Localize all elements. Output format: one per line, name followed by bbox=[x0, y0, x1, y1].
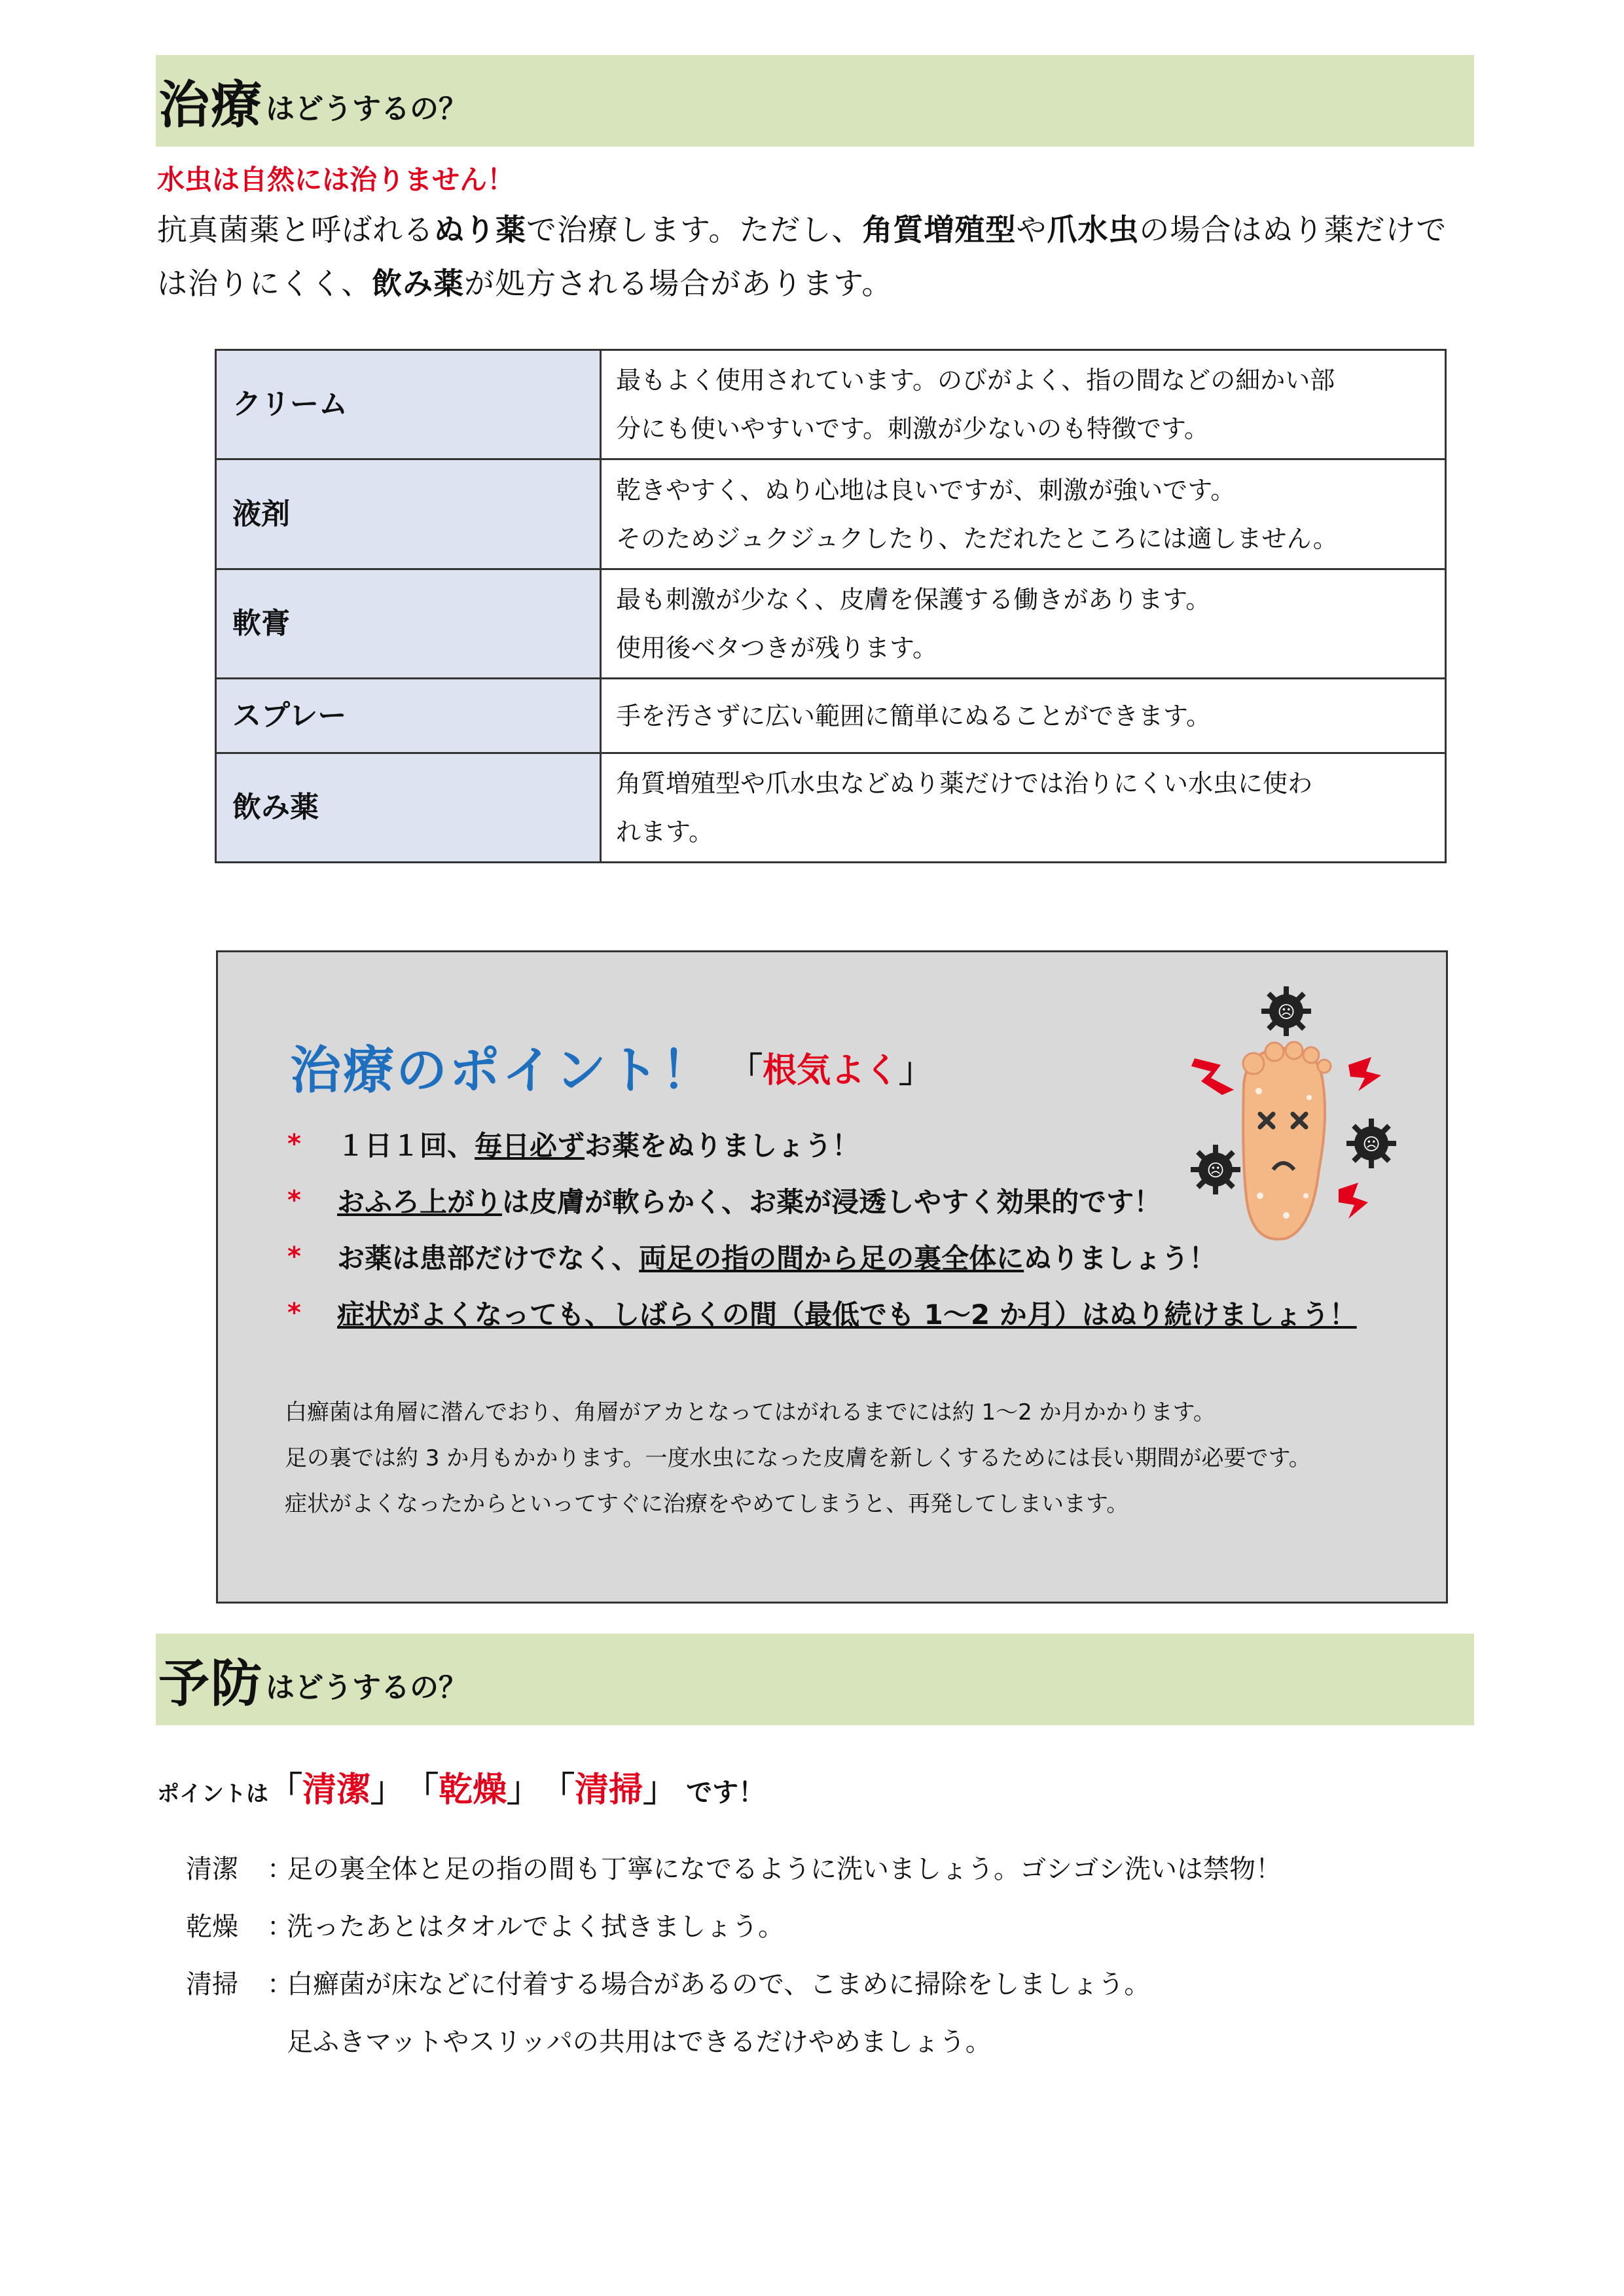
description-line: れます。 bbox=[616, 817, 713, 846]
point-notes bbox=[285, 1390, 1311, 1527]
prevention-row bbox=[186, 1840, 1282, 1898]
prevention-colon: ： bbox=[267, 1969, 293, 2000]
lead-keyword: 「清潔」 bbox=[268, 1770, 405, 1810]
point-bullet bbox=[287, 1172, 1357, 1229]
prevention-heading-small: はどうするの？ bbox=[266, 1671, 468, 1704]
intro-text: が処方される場合があります。 bbox=[464, 266, 893, 301]
bullet-text: １日１回、 bbox=[337, 1130, 475, 1162]
prevention-text: 洗ったあとはタオルでよく拭きましょう。 bbox=[287, 1912, 784, 1942]
asterisk-icon: * bbox=[287, 1129, 301, 1159]
point-bullet bbox=[287, 1229, 1357, 1285]
description-line: 最も刺激が少なく、皮膚を保護する働きがあります。 bbox=[616, 585, 1211, 614]
lead-keyword: 「乾燥」 bbox=[405, 1770, 541, 1810]
point-subtitle-red: 根気よく bbox=[763, 1051, 899, 1090]
medicine-description bbox=[601, 459, 1446, 569]
point-subtitle bbox=[729, 1043, 933, 1092]
prevention-colon: ： bbox=[267, 1912, 293, 1942]
medicine-row bbox=[216, 569, 1446, 679]
description-line: 分にも使いやすいです。刺激が少ないのも特徴です。 bbox=[616, 414, 1209, 443]
bullet-text: お薬は患部だけでなく、 bbox=[337, 1242, 640, 1274]
medicine-row bbox=[216, 350, 1446, 459]
prevention-lead bbox=[157, 1762, 765, 1811]
treatment-heading-big: 治療 bbox=[158, 76, 264, 135]
medicine-name: 液剤 bbox=[216, 459, 601, 569]
point-bullet-list bbox=[287, 1116, 1357, 1341]
asterisk-icon: * bbox=[287, 1298, 301, 1328]
asterisk-icon: * bbox=[287, 1242, 301, 1272]
medicine-name: クリーム bbox=[216, 350, 601, 459]
svg-text:☹: ☹ bbox=[1362, 1135, 1380, 1155]
description-line: 使用後ベタつきが残ります。 bbox=[616, 634, 937, 662]
point-bullet bbox=[287, 1116, 1357, 1172]
prevention-heading-big: 予防 bbox=[158, 1655, 264, 1713]
intro-text: 抗真菌薬と呼ばれる bbox=[157, 212, 434, 247]
prevention-term bbox=[186, 2013, 267, 2071]
underlined-text: おふろ上がり bbox=[337, 1186, 503, 1218]
bullet-text: は皮膚が軟らかく、お薬が浸透しやすく効果的です！ bbox=[502, 1186, 1162, 1218]
prevention-colon: ： bbox=[267, 1854, 293, 1884]
prevention-term: 清潔 bbox=[186, 1854, 238, 1884]
description-line: 角質増殖型や爪水虫などぬり薬だけでは治りにくい水虫に使わ bbox=[616, 769, 1313, 798]
lead-keyword-text: 乾燥 bbox=[439, 1770, 507, 1810]
prevention-row bbox=[186, 1956, 1282, 2013]
germ-icon bbox=[1261, 986, 1311, 1036]
intro-bold-term: ぬり薬 bbox=[434, 212, 526, 247]
svg-text:☹: ☹ bbox=[1206, 1161, 1225, 1181]
medicine-name: 飲み薬 bbox=[216, 753, 601, 863]
prevention-text: 足の裏全体と足の指の間も丁寧になでるように洗いましょう。ゴシゴシ洗いは禁物！ bbox=[287, 1854, 1282, 1884]
point-bullet-text bbox=[337, 1237, 1216, 1276]
intro-bold-term: 飲み薬 bbox=[372, 266, 465, 301]
intro-text: や bbox=[1016, 212, 1047, 247]
prevention-row bbox=[186, 2013, 1282, 2071]
medicine-description bbox=[601, 569, 1446, 679]
lead-keyword-text: 清潔 bbox=[302, 1770, 371, 1810]
point-bullet bbox=[287, 1285, 1357, 1341]
svg-text:☹: ☹ bbox=[1277, 1003, 1295, 1022]
note-line: 症状がよくなったからといってすぐに治療をやめてしまうと、再発してしまいます。 bbox=[285, 1491, 1129, 1517]
point-bullet-text bbox=[337, 1181, 1161, 1220]
point-title: 治療のポイント！ bbox=[290, 1041, 715, 1100]
treatment-header bbox=[156, 55, 1474, 147]
underlined-text: 症状がよくなっても、しばらくの間（最低でも 1～2 か月）はぬり続けましょう！ bbox=[337, 1299, 1357, 1331]
lead-prefix: ポイントは bbox=[157, 1781, 268, 1807]
prevention-colon bbox=[267, 2013, 287, 2071]
medicine-name: 軟膏 bbox=[216, 569, 601, 679]
note-line: 白癬菌は角層に潜んでおり、角層がアカとなってはがれるまでには約 1～2 か月かかります。 bbox=[285, 1399, 1216, 1426]
description-line: そのためジュクジュクしたり、ただれたところには適しません。 bbox=[616, 524, 1338, 553]
medicine-description bbox=[601, 679, 1446, 753]
prevention-term: 乾燥 bbox=[186, 1912, 238, 1942]
treatment-heading-small: はどうするの？ bbox=[266, 92, 468, 126]
asterisk-icon: * bbox=[287, 1185, 301, 1215]
medicine-description bbox=[601, 753, 1446, 863]
prevention-row bbox=[186, 1898, 1282, 1956]
lead-suffix: です！ bbox=[686, 1778, 765, 1808]
medicine-table bbox=[215, 349, 1447, 863]
treatment-intro bbox=[157, 203, 1475, 310]
medicine-description bbox=[601, 350, 1446, 459]
description-line: 最もよく使用されています。のびがよく、指の間などの細かい部 bbox=[616, 366, 1335, 395]
prevention-term: 清掃 bbox=[186, 1969, 238, 2000]
underlined-text: 毎日必ず bbox=[475, 1130, 585, 1162]
subtitle-close-bracket: 」 bbox=[899, 1051, 933, 1090]
lead-keyword: 「清掃」 bbox=[541, 1770, 677, 1810]
medicine-row bbox=[216, 459, 1446, 569]
description-line: 手を汚さずに広い範囲に簡単にぬることができます。 bbox=[616, 701, 1211, 730]
point-bullet-text bbox=[337, 1124, 859, 1164]
bullet-text: ぬりましょう！ bbox=[1024, 1242, 1217, 1274]
prevention-text: 足ふきマットやスリッパの共用はできるだけやめましょう。 bbox=[287, 2027, 992, 2057]
point-bullet-text bbox=[337, 1293, 1357, 1333]
subtitle-open-bracket: 「 bbox=[729, 1051, 763, 1090]
medicine-name: スプレー bbox=[216, 679, 601, 753]
intro-bold-term: 角質増殖型 bbox=[862, 212, 1017, 247]
prevention-header bbox=[156, 1634, 1474, 1725]
treatment-point-box bbox=[216, 950, 1448, 1604]
intro-bold-term: 爪水虫 bbox=[1047, 212, 1140, 247]
medicine-row bbox=[216, 753, 1446, 863]
underlined-text: 両足の指の間から足の裏全体に bbox=[639, 1242, 1024, 1274]
prevention-text: 白癬菌が床などに付着する場合があるので、こまめに掃除をしましょう。 bbox=[287, 1969, 1151, 2000]
intro-text: の場合はぬり薬だけでは治りにくく、 bbox=[157, 212, 1447, 301]
medicine-row bbox=[216, 679, 1446, 753]
lead-keyword-text: 清掃 bbox=[575, 1770, 643, 1810]
bullet-text: お薬をぬりましょう！ bbox=[585, 1130, 860, 1162]
intro-text: で治療します。ただし、 bbox=[526, 212, 863, 247]
prevention-list bbox=[186, 1840, 1282, 2071]
description-line: 乾きやすく、ぬり心地は良いですが、刺激が強いです。 bbox=[616, 475, 1236, 505]
treatment-lead: 水虫は自然には治りません！ bbox=[157, 164, 515, 196]
note-line: 足の裏では約 3 か月もかかります。一度水虫になった皮膚を新しくするためには長い期間が必要です。 bbox=[285, 1445, 1311, 1471]
